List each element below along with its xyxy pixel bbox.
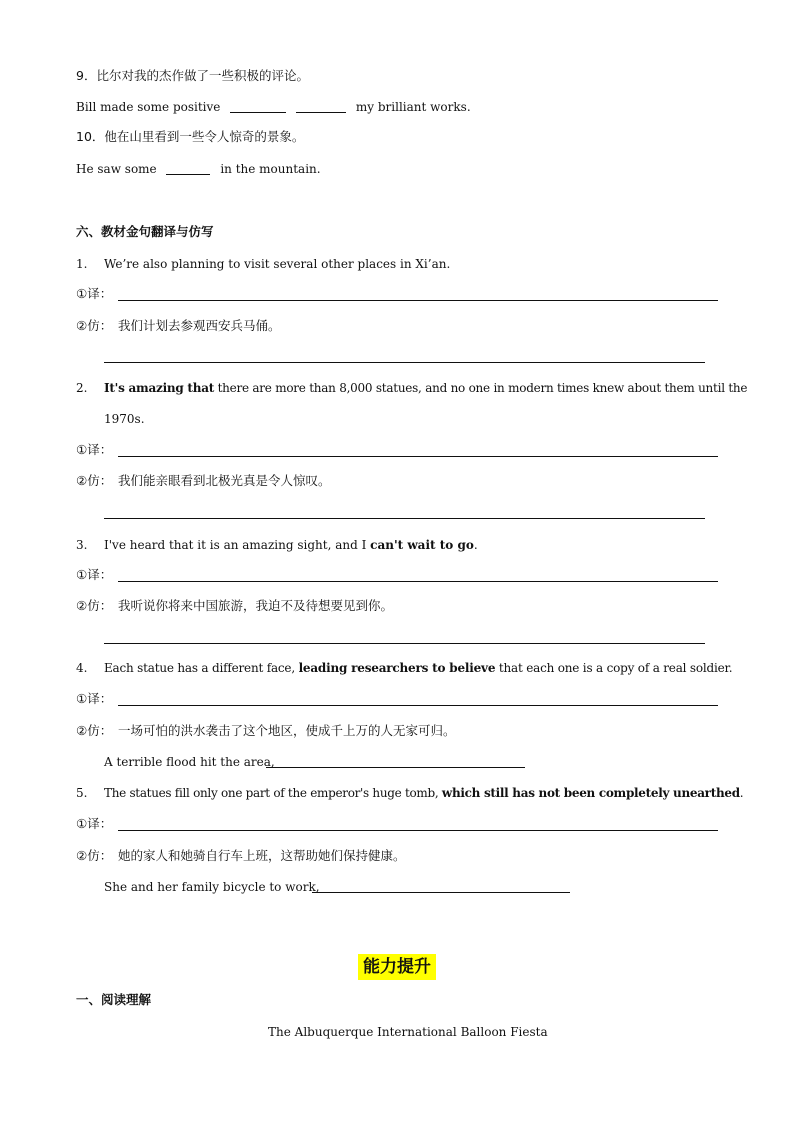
q9-blank-1[interactable]: [230, 100, 286, 113]
s5-post: .: [739, 786, 744, 800]
s4-number: 4.: [76, 661, 88, 675]
ability-banner-text: 能力提升: [363, 957, 431, 977]
s3-post: .: [473, 538, 478, 552]
s1-imit-text: 我们计划去参观西安兵马俑。: [118, 318, 281, 333]
s4-post: that each one is a copy of a real soldier.: [495, 661, 733, 675]
q9-chinese: 9．比尔对我的杰作做了一些积极的评论。: [76, 68, 309, 83]
s3-trans-label: ①译：: [76, 567, 113, 582]
q9-english: [76, 99, 471, 115]
s3-bold: can't wait to go: [370, 538, 474, 552]
s5-bold: which still has not been completely unearthed: [441, 786, 740, 800]
q9-text-b: my brilliant works.: [355, 100, 471, 114]
s5-trans-line[interactable]: [118, 830, 718, 831]
s1-imit-label: ②仿：: [76, 318, 113, 333]
q10-text-b: in the mountain.: [220, 162, 321, 176]
s4-trans-label: ①译：: [76, 691, 113, 706]
section6-title: 六、教材金句翻译与仿写: [76, 224, 214, 239]
s2-imit-text: 我们能亲眼看到北极光真是令人惊叹。: [118, 473, 331, 488]
s1-english: We’re also planning to visit several other places in Xi’an.: [104, 257, 451, 271]
s2-bold: It's amazing that: [104, 381, 215, 395]
q10-english: [76, 161, 321, 177]
q10-text-a: He saw some: [76, 162, 157, 176]
s1-number: 1.: [76, 257, 88, 271]
s5-trans-label: ①译：: [76, 816, 113, 831]
s5-english: [104, 785, 743, 801]
s3-imit-line[interactable]: [104, 643, 705, 644]
s1-trans-label: ①译：: [76, 286, 113, 301]
q10-blank[interactable]: [166, 162, 210, 175]
s4-imit-label: ②仿：: [76, 723, 113, 738]
s4-imit-line[interactable]: [266, 767, 525, 768]
s4-imit-text: 一场可怕的洪水袭击了这个地区，使成千上万的人无家可归。: [118, 723, 456, 738]
s3-pre: I've heard that it is an amazing sight, and I: [104, 538, 371, 552]
s2-imit-label: ②仿：: [76, 473, 113, 488]
q10-chinese: 10．他在山里看到一些令人惊奇的景象。: [76, 129, 305, 144]
s2-english: [104, 380, 747, 396]
s2-trans-label: ①译：: [76, 442, 113, 457]
s2-number: 2.: [76, 381, 88, 395]
s5-imit-line[interactable]: [312, 892, 570, 893]
s5-pre: The statues fill only one part of the emperor's huge tomb,: [104, 786, 442, 800]
s3-english: [104, 537, 478, 553]
s4-pre: Each statue has a different face,: [104, 661, 299, 675]
s1-trans-line[interactable]: [118, 300, 718, 301]
s3-imit-text: 我听说你将来中国旅游，我迫不及待想要见到你。: [118, 598, 394, 613]
s5-imit-label: ②仿：: [76, 848, 113, 863]
s4-trans-line[interactable]: [118, 705, 718, 706]
s2-imit-line[interactable]: [104, 518, 705, 519]
s3-number: 3.: [76, 538, 88, 552]
s3-trans-line[interactable]: [118, 581, 718, 582]
s5-prompt: She and her family bicycle to work,: [104, 880, 320, 894]
s2-english-cont: 1970s.: [104, 412, 145, 426]
reading-title: 一、阅读理解: [76, 992, 152, 1007]
passage-title: The Albuquerque International Balloon Fiesta: [268, 1025, 548, 1039]
s4-english: [104, 660, 732, 676]
s3-imit-label: ②仿：: [76, 598, 113, 613]
s4-prompt: A terrible flood hit the area,: [104, 755, 275, 769]
ability-banner: [358, 954, 436, 980]
s2-trans-line[interactable]: [118, 456, 718, 457]
s5-number: 5.: [76, 786, 88, 800]
q9-text-a: Bill made some positive: [76, 100, 221, 114]
q9-blank-2[interactable]: [296, 100, 346, 113]
s2-rest: there are more than 8,000 statues, and no one in modern times knew about them until the: [214, 381, 748, 395]
s4-bold: leading researchers to believe: [298, 661, 496, 675]
s1-imit-line[interactable]: [104, 362, 705, 363]
s5-imit-text: 她的家人和她骑自行车上班，这帮助她们保持健康。: [118, 848, 406, 863]
